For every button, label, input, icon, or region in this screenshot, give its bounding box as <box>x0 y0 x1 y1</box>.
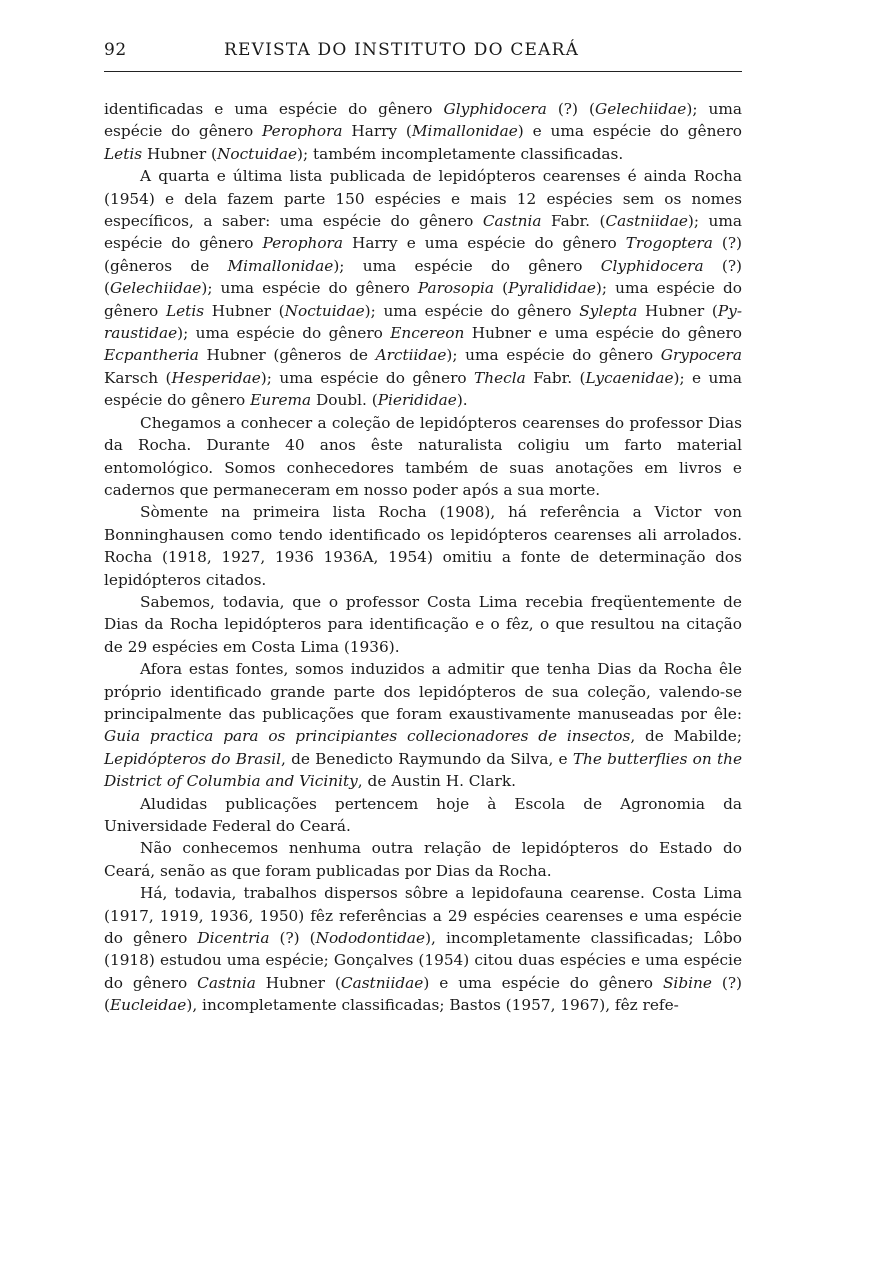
text-run: Doubl. ( <box>311 391 378 410</box>
text-run: , de Mabilde; <box>630 727 743 746</box>
text-run: Harry ( <box>342 122 412 141</box>
text-run: ); uma espécie do gênero <box>104 279 742 320</box>
text-run: ); uma espécie do gênero <box>260 368 475 387</box>
italic-term: Thecla <box>474 368 526 387</box>
italic-term: Eucleidae <box>109 996 187 1015</box>
text-run: Hubner ( <box>204 301 285 320</box>
italic-term: Clyphidocera <box>600 256 704 275</box>
italic-term: Castnia <box>197 973 256 992</box>
paragraph <box>104 793 742 838</box>
italic-term: Lepidópteros do Brasil <box>104 749 282 768</box>
text-run: (?) ( <box>104 256 742 298</box>
italic-term: Perophora <box>262 234 343 253</box>
italic-term: Sibine <box>662 973 712 992</box>
body-text <box>104 98 742 1017</box>
italic-term: Mimallonidae <box>227 256 334 275</box>
italic-term: Guia practica para os principiantes collecionadores de insectos <box>104 727 631 746</box>
text-run: ) e uma espécie do gênero <box>517 122 742 141</box>
text-run: Há, todavia, trabalhos dispersos sôbre a lepidofauna cearense. Costa Lima (1917, 1919, 1936, 1950) fêz referências a 29 espécies cearenses e uma espécie do gênero <box>104 884 742 948</box>
italic-term: Glyphidocera <box>443 100 547 118</box>
paragraph <box>104 591 742 658</box>
italic-term: Hesperidae <box>171 368 261 387</box>
text-run: Sabemos, todavia, que o professor Costa Lima recebia freqüentemente de Dias da Rocha lepidópteros para identificação e o fêz, o que resultou na citação de 29 espécies em Costa Lima (1936). <box>104 592 742 656</box>
text-run: , de Benedicto Raymundo da Silva, e <box>281 749 573 768</box>
text-run: ) e uma espécie do gênero <box>423 973 663 992</box>
italic-term: Mimallonidae <box>411 122 518 141</box>
italic-term: Parosopia <box>417 279 495 298</box>
paragraph <box>104 501 742 591</box>
italic-term: Castniidae <box>605 212 688 231</box>
text-run: Fabr. ( <box>525 368 586 387</box>
text-run: A quarta e última lista publicada de lepidópteros cearenses é ainda Rocha (1954) e dela fazem parte 150 espécies e mais 12 espécies sem os nomes específicos, a saber: uma espécie do gênero <box>104 167 742 231</box>
italic-term: Castnia <box>482 212 542 231</box>
italic-term: Nododontidae <box>315 929 426 948</box>
italic-term: Grypocera <box>660 346 742 365</box>
text-run: (?) ( <box>269 929 316 948</box>
text-run: Hubner ( <box>255 973 341 992</box>
paragraph <box>104 165 742 411</box>
text-run: Hubner ( <box>142 144 218 163</box>
text-run: (?) ( <box>546 100 595 118</box>
text-run: Não conhecemos nenhuma outra relação de lepidópteros do Estado do Ceará, senão as que foram publicadas por Dias da Rocha. <box>104 839 742 880</box>
italic-term: Gelechiidae <box>594 100 687 118</box>
italic-term: Dicentria <box>197 929 270 948</box>
text-run: ); uma espécie do gênero <box>104 100 742 141</box>
italic-term: The butterflies on the District of Columbia and Vicinity <box>104 749 743 791</box>
text-run: (?) ( <box>104 973 742 1015</box>
text-run: (?) (gêneros de <box>104 234 743 275</box>
text-run: ), incompletamente classificadas; Lôbo (1918) estudou uma espécie; Gonçalves (1954) citou duas espécies e uma espécie do gênero <box>104 929 742 992</box>
page-number: 92 <box>104 40 127 60</box>
text-run: ); uma espécie do gênero <box>177 324 391 343</box>
header-rule <box>104 71 742 72</box>
text-run: Karsch ( <box>104 368 172 387</box>
text-run: ); uma espécie do gênero <box>364 301 580 320</box>
text-run: ); também incompletamente classificadas. <box>297 144 624 163</box>
italic-term: Sylepta <box>579 301 638 320</box>
paragraph <box>104 98 742 165</box>
running-title: REVISTA DO INSTITUTO DO CEARÁ <box>224 40 580 60</box>
text-run: ); uma espécie do gênero <box>104 212 742 253</box>
text-run: Chegamos a conhecer a coleção de lepidópteros cearenses do professor Dias da Rocha. Durante 40 anos êste naturalista coligiu um farto material entomológico. Somos conhecedores também de suas anotações em livros e cadernos que permaneceram em nosso poder após a sua morte. <box>104 413 742 499</box>
paragraph <box>104 658 742 792</box>
text-run: ), incompletamente classificadas; Bastos (1957, 1967), fêz refe- <box>186 996 679 1015</box>
text-run: Fabr. ( <box>541 212 606 231</box>
text-run: identificadas e uma espécie do gênero <box>104 100 444 118</box>
italic-term: Letis <box>104 144 143 163</box>
italic-term: Perophora <box>262 122 343 141</box>
paragraph <box>104 837 742 882</box>
text-run: Aludidas publicações pertencem hoje à Escola de Agronomia da Universidade Federal do Ceará. <box>104 794 742 835</box>
running-header <box>104 38 744 78</box>
text-run: ); uma espécie do gênero <box>446 346 661 365</box>
italic-term: Arctiidae <box>375 346 447 365</box>
italic-term: Ecpantheria <box>104 346 199 365</box>
paragraph <box>104 412 742 502</box>
text-run: Hubner (gêneros de <box>198 346 376 365</box>
italic-term: Pyralididae <box>508 279 596 298</box>
italic-term: Trogoptera <box>625 234 713 253</box>
italic-term: Letis <box>165 301 205 320</box>
text-run: ); e uma espécie do gênero <box>104 368 742 410</box>
text-run: ). <box>456 391 468 410</box>
italic-term: Eurema <box>250 391 312 410</box>
italic-term: Noctuidae <box>217 144 298 163</box>
italic-term: Pierididae <box>377 391 457 410</box>
italic-term: Gelechiidae <box>109 279 202 298</box>
italic-term: Encereon <box>390 324 465 343</box>
italic-term: Castniidae <box>340 973 424 992</box>
text-run: ( <box>494 279 509 298</box>
italic-term: Pyraustidae <box>104 301 742 343</box>
italic-term: Lycaenidae <box>585 368 674 387</box>
text-run: Afora estas fontes, somos induzidos a admitir que tenha Dias da Rocha êle próprio identificado grande parte dos lepidópteros de sua coleção, valendo-se principalmente das publicações que foram exaustivamente manuseadas por êle: <box>104 660 742 723</box>
text-run: , de Austin H. Clark. <box>357 772 516 791</box>
text-run: Harry e uma espécie do gênero <box>342 234 626 253</box>
text-run: ); uma espécie do gênero <box>201 279 418 298</box>
italic-term: Noctuidae <box>284 301 365 320</box>
text-run: Hubner e uma espécie do gênero <box>464 324 742 343</box>
text-run: ); uma espécie do gênero <box>333 256 601 275</box>
paragraph <box>104 882 742 1016</box>
text-run: Sòmente na primeira lista Rocha (1908), há referência a Victor von Bonninghausen como tendo identificado os lepidópteros cearenses ali arrolados. Rocha (1918, 1927, 1936 1936A, 1954) omitiu a fonte de determinação dos lepidópteros citados. <box>104 503 742 589</box>
text-run: Hubner ( <box>637 301 718 320</box>
